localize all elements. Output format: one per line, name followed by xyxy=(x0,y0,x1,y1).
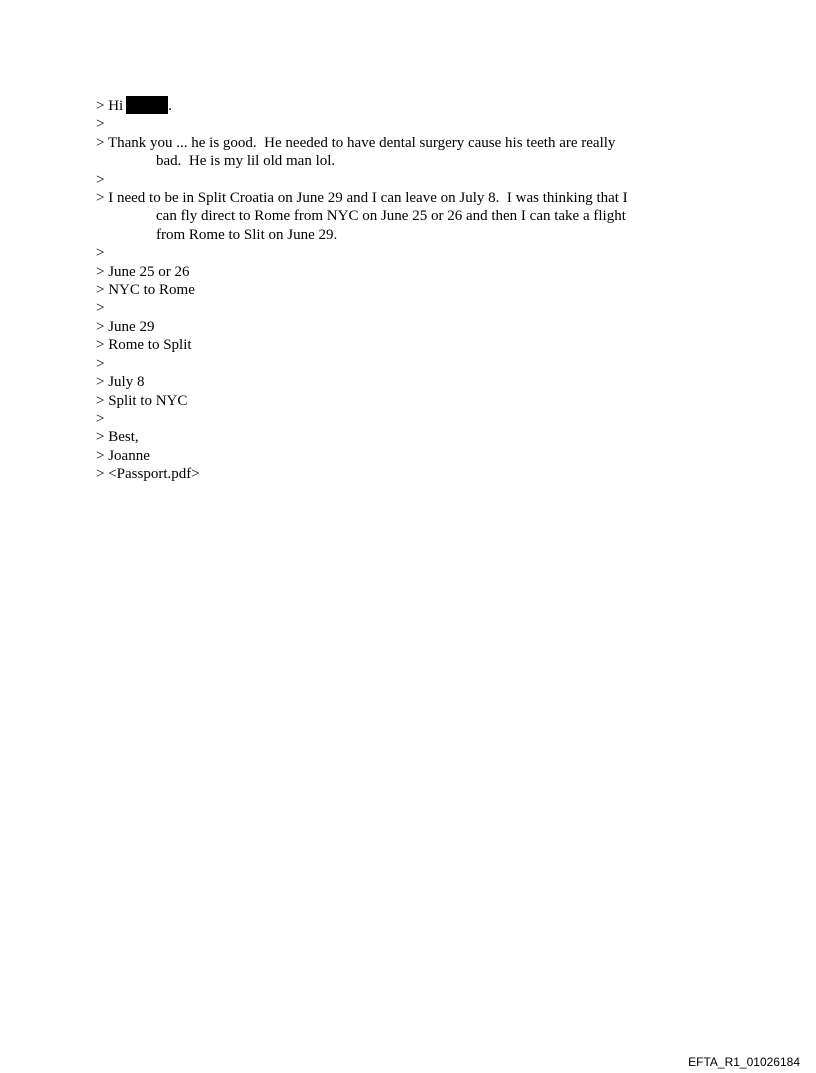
greeting-prefix: > Hi xyxy=(96,98,124,114)
quote-marker: > xyxy=(96,300,105,317)
itinerary-route: > Rome to Split xyxy=(96,337,192,354)
message-line-continued: bad. He is my lil old man lol. xyxy=(156,153,336,170)
closing-line: > Best, xyxy=(96,429,139,446)
message-line: > Thank you ... he is good. He needed to have dental surgery cause his teeth are really xyxy=(96,134,616,151)
email-body xyxy=(96,96,676,484)
quote-marker: > xyxy=(96,355,105,372)
message-line: > I need to be in Split Croatia on June 29 and I can leave on July 8. I was thinking that I xyxy=(96,190,628,207)
quote-marker: > xyxy=(96,410,105,427)
greeting-suffix: . xyxy=(168,98,172,114)
attachment-line: > <Passport.pdf> xyxy=(96,466,200,483)
document-id: EFTA_R1_01026184 xyxy=(688,1055,800,1069)
quote-marker: > xyxy=(96,245,105,262)
greeting-line xyxy=(96,96,676,115)
itinerary-date: > June 25 or 26 xyxy=(96,263,190,280)
signature-line: > Joanne xyxy=(96,447,150,464)
itinerary-route: > NYC to Rome xyxy=(96,282,195,299)
itinerary-date: > July 8 xyxy=(96,374,145,391)
message-line-continued: can fly direct to Rome from NYC on June 25 or 26 and then I can take a flight xyxy=(156,208,626,225)
redaction-box xyxy=(126,96,168,114)
quote-marker: > xyxy=(96,116,105,133)
quote-marker: > xyxy=(96,171,105,188)
message-line-continued: from Rome to Slit on June 29. xyxy=(156,226,338,243)
itinerary-date: > June 29 xyxy=(96,318,155,335)
itinerary-route: > Split to NYC xyxy=(96,392,188,409)
